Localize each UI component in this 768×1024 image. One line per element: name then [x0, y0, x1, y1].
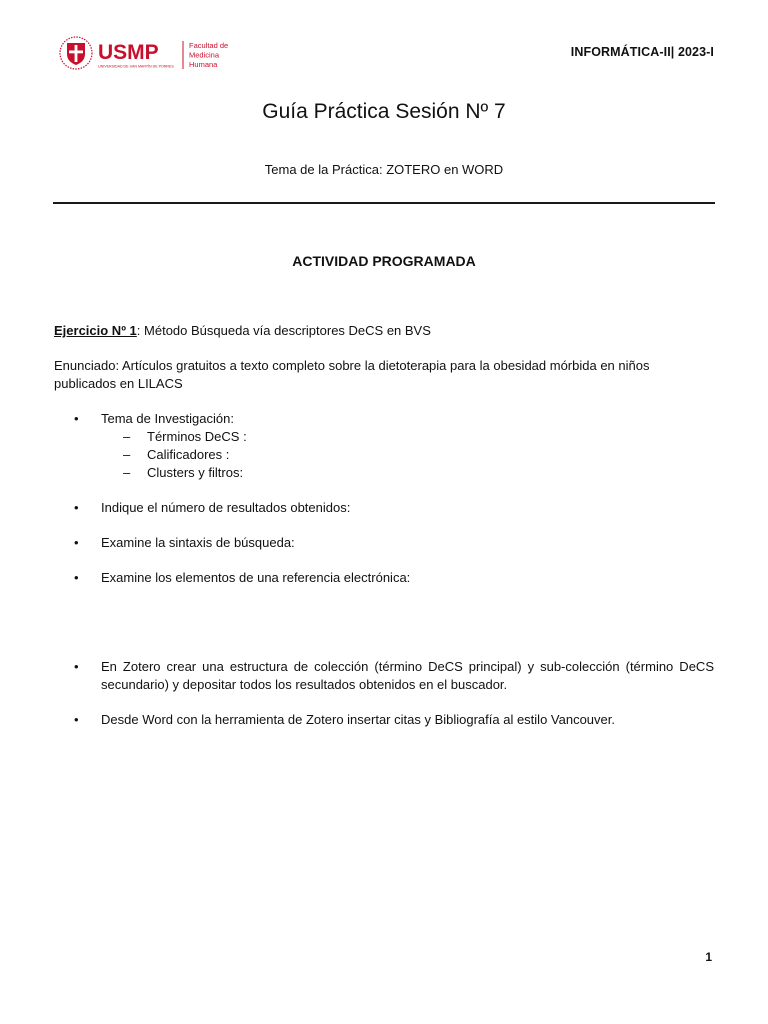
topic-value: ZOTERO en WORD	[386, 162, 504, 177]
usmp-logo	[56, 36, 256, 74]
sub-list	[101, 428, 714, 482]
task-list	[54, 410, 714, 729]
section-heading: ACTIVIDAD PROGRAMADA	[292, 253, 476, 269]
bullet-icon: •	[74, 712, 79, 727]
list-item	[54, 569, 714, 587]
list-item	[54, 410, 714, 482]
dash-icon: –	[123, 465, 131, 480]
university-line: UNIVERSIDAD DE SAN MARTÍN DE PORRES	[98, 64, 174, 69]
dash-icon: –	[123, 447, 131, 462]
faculty-line-2: Medicina	[189, 50, 220, 60]
page-number: 1	[705, 950, 712, 964]
horizontal-divider	[53, 202, 715, 204]
document-body	[54, 322, 714, 729]
list-item-text: Examine los elementos de una referencia electrónica:	[101, 570, 411, 585]
list-item-text: Tema de Investigación:	[101, 411, 234, 426]
sub-list-item	[101, 428, 714, 446]
list-item	[54, 711, 714, 729]
list-item-text: Desde Word con la herramienta de Zotero insertar citas y Bibliografía al estilo Vancouver.	[101, 712, 615, 727]
sub-list-item	[101, 446, 714, 464]
bullet-icon: •	[74, 570, 79, 585]
bullet-icon: •	[74, 535, 79, 550]
sub-list-item-text: Clusters y filtros:	[147, 465, 244, 480]
bullet-icon: •	[74, 659, 79, 674]
list-item	[54, 534, 714, 552]
exercise-statement: Enunciado: Artículos gratuitos a texto completo sobre la dietoterapia para la obesidad mórbida en niños publicados en LILACS	[54, 358, 650, 391]
course-label: INFORMÁTICA-II| 2023-I	[570, 45, 714, 59]
sub-list-item-text: Calificadores :	[147, 447, 230, 462]
brand-wordmark: USMP	[98, 41, 159, 64]
list-item	[54, 499, 714, 517]
list-item-text: En Zotero crear una estructura de colección (término DeCS principal) y sub-colección (término DeCS secundario) y depositar todos los resultados obtenidos en el buscador.	[101, 659, 714, 692]
list-item-text: Indique el número de resultados obtenidos:	[101, 500, 351, 515]
faculty-line-1: Facultad de	[189, 41, 229, 50]
list-item-text: Examine la sintaxis de búsqueda:	[101, 535, 295, 550]
list-item	[54, 658, 714, 694]
page-title: Guía Práctica Sesión Nº 7	[262, 100, 506, 123]
sub-list-item	[101, 464, 714, 482]
usmp-seal-icon	[60, 37, 92, 69]
topic-label: Tema de la Práctica:	[264, 162, 383, 177]
dash-icon: –	[123, 429, 131, 444]
exercise-label: Ejercicio Nº 1	[54, 323, 137, 338]
sub-list-item-text: Términos DeCS :	[147, 429, 247, 444]
bullet-icon: •	[74, 500, 79, 515]
practice-topic	[0, 162, 768, 177]
faculty-line-3: Humana	[189, 60, 218, 69]
exercise-heading	[54, 322, 714, 340]
exercise-title: : Método Búsqueda vía descriptores DeCS en BVS	[136, 323, 431, 338]
bullet-icon: •	[74, 411, 79, 426]
